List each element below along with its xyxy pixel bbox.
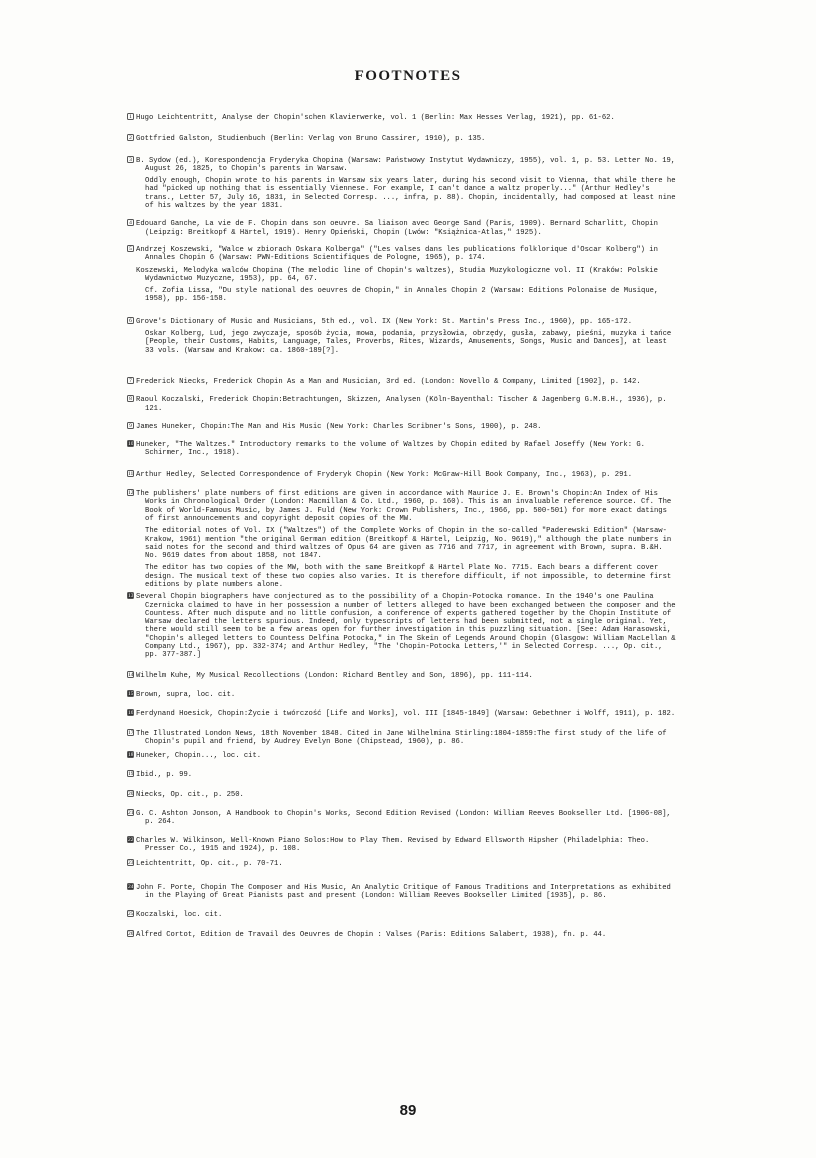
footnote [128,441,676,458]
footnote [128,671,676,680]
footnote [128,860,676,869]
footnote-number: 15 [128,690,134,697]
footnote-text: Edouard Ganche, La vie de F. Chopin dans son oeuvre. Sa liaison avec George Sand (Paris, 1909). Bernard Scharlitt, Chopin (Leipzig: Breitkopf & Härtel, 1919). Henry Opieński, Chopin (Lwów: "Książnica-Atlas," 1925). [136,220,658,237]
footnote [128,931,676,940]
footnote-continuation: The editorial notes of Vol. IX ("Waltzes") of the Complete Works of Chopin in the so-called "Paderewski Edition" (Warsaw-Krakow, 1961) mention "the original German edition (Breitkopf & Härtel, Leipzig, No. 9619)," although the plate numbers in said notes for the second and third waltzes of Opus 64 are given as 7716 and 7717, in agreement with Brown, supra. B.&H. No. 9619 dates from about 1858, not 1847. [145,527,672,561]
footnote-number: 20 [128,790,134,797]
footnote-text: Huneker, "The Waltzes." Introductory remarks to the volume of Waltzes by Chopin edited by Rafael Joseffy (New York: G. Schirmer, Inc., 1918). [136,441,645,458]
footnote-number: 22 [128,836,134,843]
footnote-number: 17 [128,729,134,736]
footnote-number: 6 [127,317,134,324]
footnote [128,771,676,780]
page-title: FOOTNOTES [354,68,462,84]
footnote-number: 25 [128,911,134,918]
footnote-text: Hugo Leichtentritt, Analyse der Chopin'schen Klavierwerke, vol. 1 (Berlin: Max Hesses Verlag, 1921), pp. 61-62. [136,114,615,122]
footnote-number: 18 [128,752,134,759]
footnote-text: Ferdynand Hoesick, Chopin:Życie i twórczość [Life and Works], vol. III [1845-1849] (Warsaw: Gebethner i Wolff, 1911), p. 182. [136,710,676,719]
footnote [129,156,676,211]
footnote-text: Brown, supra, loc. cit. [136,690,236,699]
footnote-text: Alfred Cortot, Edition de Travail des Oeuvres de Chopin : Valses (Paris: Editions Salabert, 1938), fn. p. 44. [136,931,607,940]
footnote-number: 10 [128,441,134,448]
footnote-text: Huneker, Chopin..., loc. cit. [136,752,262,761]
footnote-number: 9 [127,422,134,429]
footnote-number: 23 [128,860,134,867]
footnote [128,836,676,854]
footnote-number: 1 [127,113,134,120]
footnote [128,810,676,827]
footnote [129,220,676,237]
footnote-text: Wilhelm Kuhe, My Musical Recollections (London: Richard Bentley and Son, 1896), pp. 111-114. [136,671,533,680]
footnote-number: 5 [127,245,134,252]
footnote-number: 7 [127,377,134,384]
footnote-text: Gottfried Galston, Studienbuch (Berlin: Verlag von Bruno Cassirer, 1910), p. 135. [136,135,486,144]
footnote-text: John F. Porte, Chopin The Composer and His Music, An Analytic Critique of Famous Traditions and Interpretations as exhibited in the Playing of Great Pianists past and present (London: William Reeves Bookseller Limited [1935], p. 86. [136,883,671,900]
footnote-number: 21 [128,810,134,817]
footnote [128,690,676,699]
footnote [128,729,676,747]
footnote-text: James Huneker, Chopin:The Man and His Music (New York: Charles Scribner's Sons, 1900), p. 248. [136,422,542,431]
footnote-continuation: Koszewski, Melodyka walców Chopina (The melodic line of Chopin's waltzes), Studia Muzykologiczne vol. II (Kraków: Polskie Wydawnictwo Muzyczne, 1953), pp. 64, 67. [136,266,658,283]
footnote-text: Grove's Dictionary of Music and Musicians, 5th ed., vol. IX (New York: St. Martin's Press Inc., 1960), pp. 165-172. [136,317,633,326]
footnote-number: 13 [128,593,134,600]
footnote-number: 4 [127,219,134,226]
footnote [128,490,676,589]
footnote-text: B. Sydow (ed.), Korespondencja Fryderyka Chopina (Warsaw: Państwowy Instytut Wydawniczy, 1955), vol. 1, p. 53. Letter No. 19, August 26, 1825, to Chopin's parents in Warsaw. [136,156,676,173]
footnote [129,114,676,122]
footnote-number: 8 [127,395,134,402]
footnote [128,790,676,799]
footnote-text: Niecks, Op. cit., p. 250. [136,790,244,799]
footnote-number: 12 [128,490,134,497]
footnote-text: Koczalski, loc. cit. [136,911,223,920]
footnote [129,317,676,355]
footnote-list [128,114,676,940]
footnote [129,135,676,144]
footnote [129,245,676,304]
footnote [129,396,676,413]
footnote [128,752,676,761]
footnote-text: Charles W. Wilkinson, Well-Known Piano Solos:How to Play Them. Revised by Edward Ellsworth Hipsher (Philadelphia: Theo. Presser Co., 1915 and 1924), p. 108. [136,836,650,853]
footnote-text: Frederick Niecks, Frederick Chopin As a Man and Musician, 3rd ed. (London: Novello & Company, Limited [1902], p. 142. [136,377,641,386]
footnote-text: The Illustrated London News, 18th November 1848. Cited in Jane Wilhelmina Stirling:1804-1859:The first study of the life of Chopin's pupil and friend, by Audrey Evelyn Bone (Chipstead, 1960), p. 86. [136,729,667,746]
footnote-number: 19 [128,771,134,778]
footnote-number: 26 [128,931,134,938]
footnote [129,377,676,386]
footnote-number: 3 [127,156,134,163]
footnote-text: Raoul Koczalski, Frederick Chopin:Betrachtungen, Skizzen, Analysen (Köln-Bayenthal: Tischer & Jagenberg G.M.B.H., 1936), p. 121. [136,396,667,413]
footnote-continuation: Cf. Zofia Lissa, "Du style national des oeuvres de Chopin," in Annales Chopin 2 (Warsaw: Editions Polonaise de Musique, 1958), pp. 156-158. [145,287,659,304]
footnote [128,470,676,479]
footnote [128,911,676,920]
footnote [128,710,676,719]
footnote-text: Several Chopin biographers have conjectured as to the possibility of a Chopin-Potocka romance. In the 1940's one Paulina Czernicka claimed to have in her possession a number of letters alleged to have been exchanged between the composer and the Countess. After much dispute and no little confusion, a conference of experts gathered together by the Chopin Institute of Warsaw declared the letters spurious. Indeed, only typescripts of letters had been submitted, not a single original. Yet, there would still seem to be a few areas open for further investigation in this puzzling situation. [See: Adam Harasowski, "Chopin's alleged letters to Countess Delfina Potocka," in The Skein of Legends Around Chopin (Glasgow: William MacLellan & Company Ltd., 1967), pp. 332-374; and Arthur Hedley, "The 'Chopin-Potocka Letters,'" in Selected Corresp. ..., Op. cit., pp. 377-387.] [136,593,676,660]
footnote-number: 24 [128,883,134,890]
footnote [128,883,676,901]
footnote-continuation: Oddly enough, Chopin wrote to his parents in Warsaw six years later, during his second visit to Vienna, that while there he had "picked up nothing that is essentially Viennese. For example, I can't dance a waltz properly..." (Arthur Hedley's trans., Letter 57, July 16, 1831, in Selected Corresp. ..., infra, p. 88). Chopin, incidentally, had composed at least nine of his waltzes by the year 1831. [145,177,676,211]
footnote-text: G. C. Ashton Jonson, A Handbook to Chopin's Works, Second Edition Revised (London: William Reeves Bookseller Ltd. [1906-08], p. 264. [136,810,671,827]
footnote-number: 16 [128,710,134,717]
footnote-continuation: Oskar Kolberg, Lud, jego zwyczaje, sposób życia, mowa, podania, przysłowia, obrzędy, gusła, zabawy, pieśni, muzyka i tańce [People, their Customs, Habits, Language, Tales, Proverbs, Rites, Wizards, Amusements, Songs, Music and Dances], at least 33 vols. (Warsaw and Krakow: ca. 1860-189[?]. [145,330,672,355]
footnote-continuation: The editor has two copies of the MW, both with the same Breitkopf & Härtel Plate No. 7715. Each bears a different cover design. The musical text of these two copies also varies. It is therefore difficult, if not impossible, to determine first editions by plate numbers alone. [145,564,672,589]
footnote-number: 11 [128,470,134,477]
footnote [129,422,676,431]
footnote-text: Arthur Hedley, Selected Correspondence of Fryderyk Chopin (New York: McGraw-Hill Book Company, Inc., 1963), p. 291. [136,470,633,479]
footnote-text: Ibid., p. 99. [136,771,193,780]
footnote-text: The publishers' plate numbers of first editions are given in accordance with Maurice J. E. Brown's Chopin:An Index of His Works in Chronological Order (London: Macmillan & Co. Ltd., 1960, p. 160). This is an invaluable reference source. Cf. The Book of World-Famous Music, by James J. Fuld (New York: Crown Publishers, Inc., 1966, pp. 500-501) for more exact datings of first announcements and copyright deposit copies of the MW. [136,490,672,523]
footnote [128,593,676,660]
page-number: 89 [399,1102,417,1119]
footnote-text: Andrzej Koszewski, "Walce w zbiorach Oskara Kolberga" ("Les valses dans les publications folklorique d'Oscar Kolberg") in Annales Chopin 6 (Warsaw: PWN-Editions Scientifiques de Pologne, 1965), p. 174. [136,245,658,263]
footnote-number: 14 [128,671,134,678]
footnote-text: Leichtentritt, Op. cit., p. 70-71. [136,860,283,869]
footnote-number: 2 [127,134,134,141]
